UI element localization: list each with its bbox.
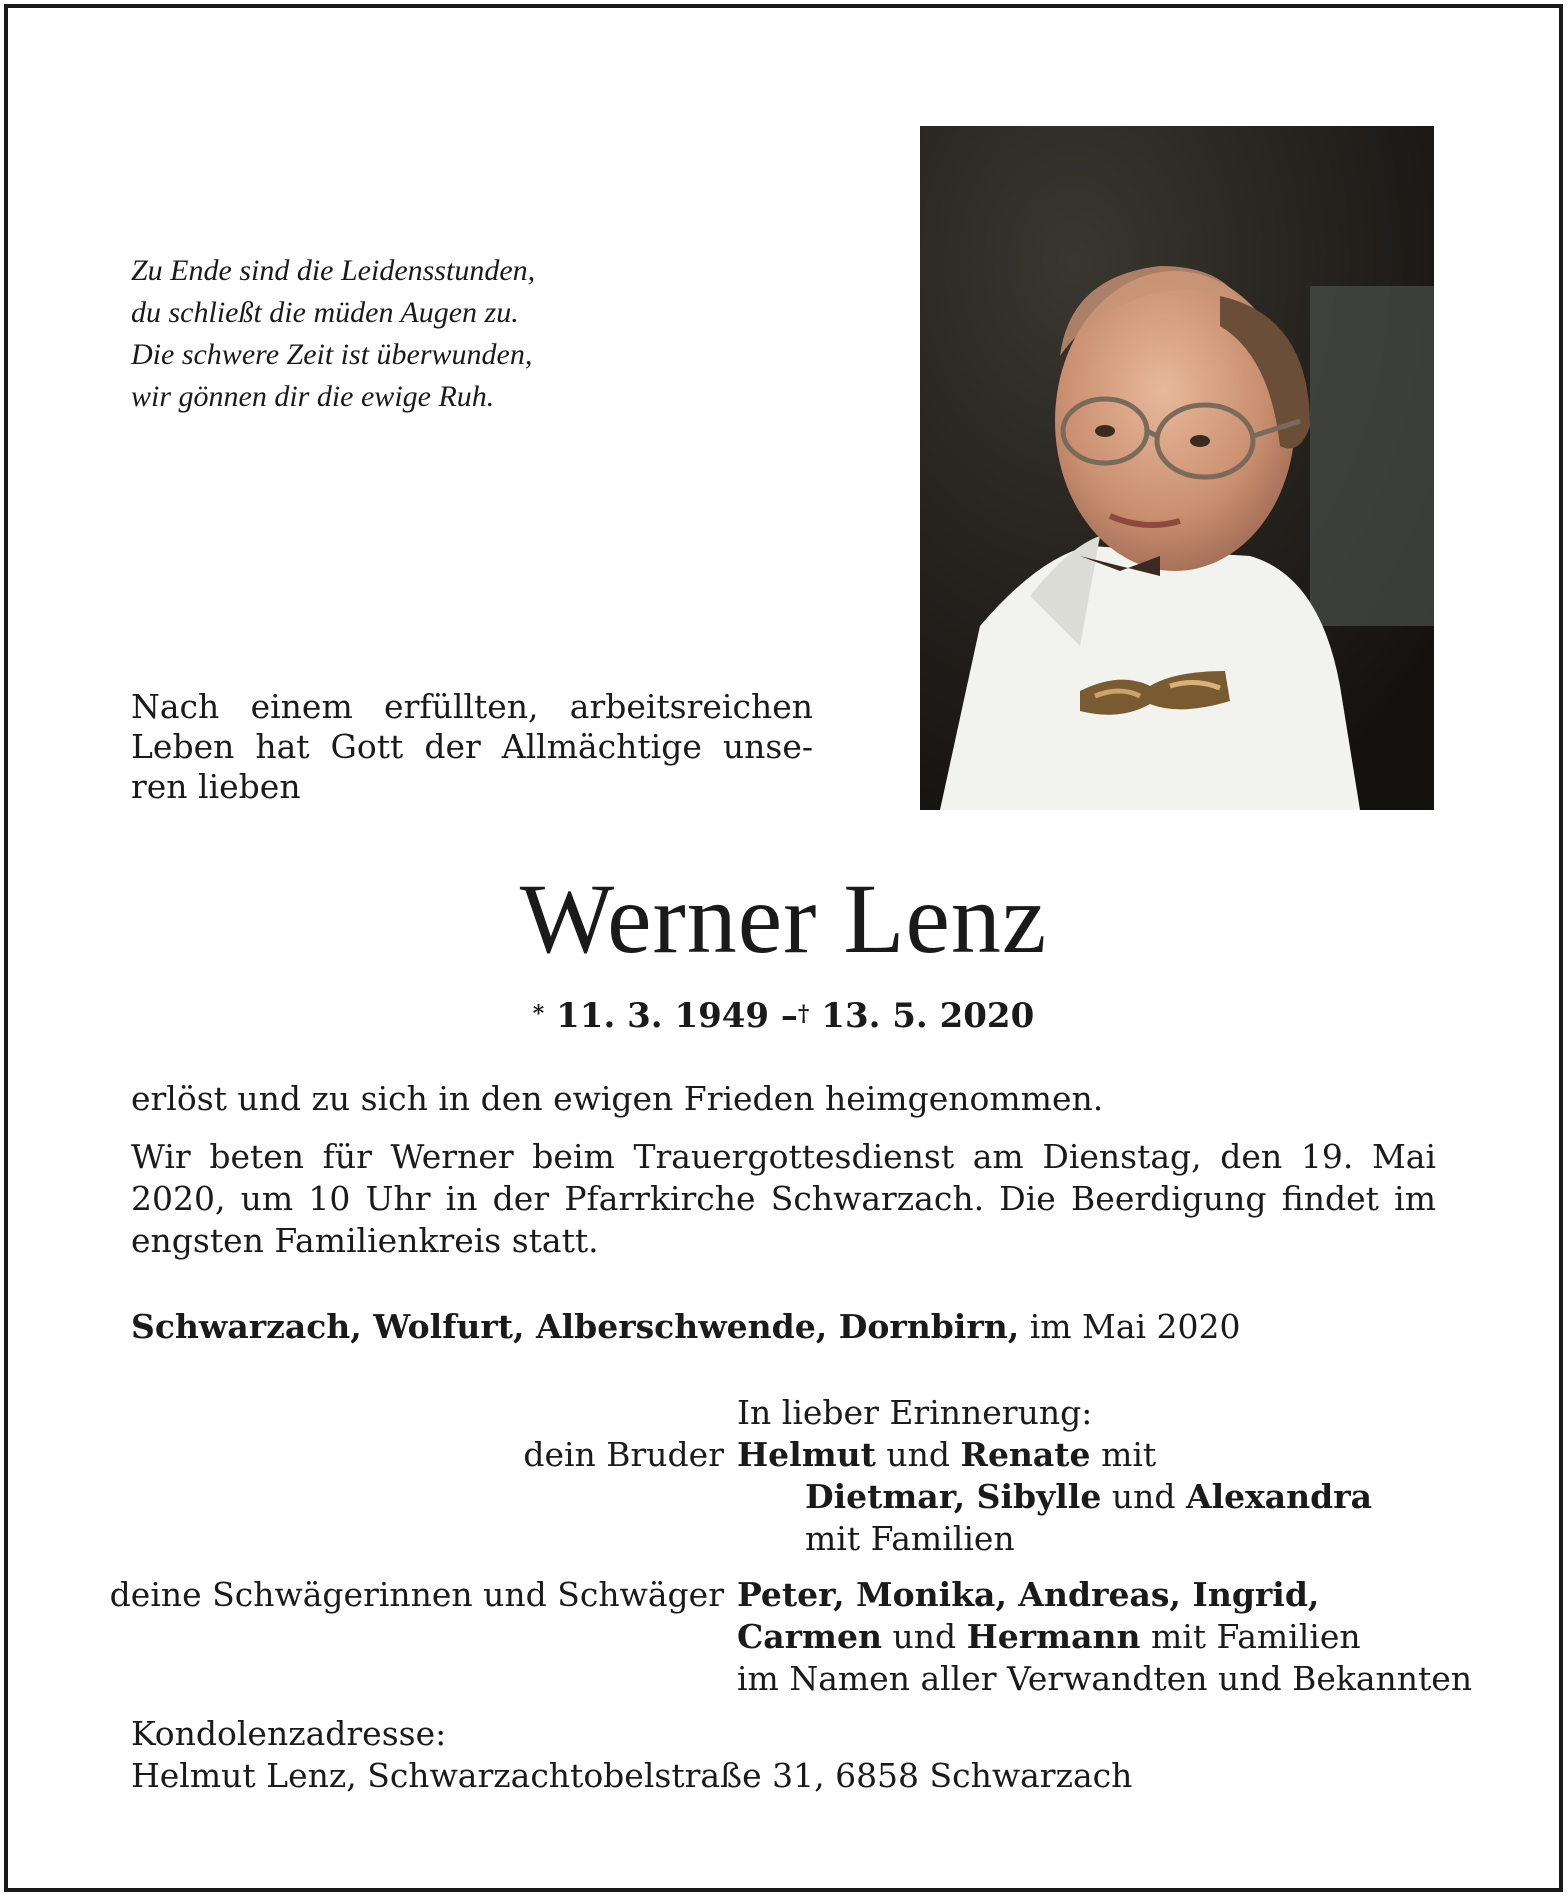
poem: [131, 250, 751, 418]
conjunction: mit Familien: [1150, 1617, 1361, 1656]
inlaws-label: deine Schwägerinnen und Schwäger: [109, 1575, 724, 1614]
conjunction: und: [1111, 1477, 1176, 1516]
deceased-name: Werner Lenz: [519, 863, 1048, 974]
service-text: [131, 1136, 1436, 1262]
birth-symbol: *: [532, 1001, 545, 1027]
condolence-block: [131, 1713, 1132, 1797]
portrait-image: [920, 126, 1434, 810]
released-text: erlöst und zu sich in den ewigen Frieden heimgenommen.: [131, 1079, 1104, 1118]
memory-title: In lieber Erinnerung:: [737, 1393, 1093, 1432]
poem-line: Zu Ende sind die Leidensstunden,: [131, 254, 536, 287]
mourner-name: Helmut: [737, 1435, 876, 1474]
death-symbol: †: [797, 1001, 810, 1027]
places-names: Schwarzach, Wolfurt, Alberschwende, Dornbirn,: [131, 1307, 1020, 1346]
places-line: [131, 1306, 1241, 1348]
death-date: 13. 5. 2020: [821, 996, 1035, 1036]
families-line: mit Familien: [805, 1519, 1015, 1558]
service-line: engsten Familienkreis statt.: [131, 1221, 599, 1260]
conjunction: und: [886, 1435, 951, 1474]
service-line: 2020, um 10 Uhr in der Pfarrkirche Schwarzach. Die Beerdigung findet im: [131, 1179, 1436, 1218]
poem-line: wir gönnen dir die ewige Ruh.: [131, 380, 495, 413]
mourner-name: Peter, Monika, Andreas, Ingrid,: [737, 1575, 1320, 1614]
intro-text: [131, 687, 813, 807]
mourner-name: Carmen: [737, 1617, 882, 1656]
mourner-name: Dietmar, Sibylle: [805, 1477, 1102, 1516]
nephews-line: [805, 1476, 1372, 1518]
mourner-name: Renate: [960, 1435, 1091, 1474]
relatives-line: im Namen aller Verwandten und Bekannten: [737, 1659, 1473, 1698]
poem-line: du schließt die müden Augen zu.: [131, 296, 519, 329]
service-line: Wir beten für Werner beim Trauergottesdienst am Dienstag, den 19. Mai: [131, 1137, 1436, 1176]
mourner-name: Alexandra: [1185, 1477, 1373, 1516]
brother-label: dein Bruder: [523, 1435, 724, 1474]
brother-line: [737, 1434, 1156, 1476]
poem-line: Die schwere Zeit ist überwunden,: [131, 338, 533, 371]
life-dates: [0, 996, 1567, 1036]
condolence-label: Kondolenzadresse:: [131, 1714, 447, 1753]
birth-date: 11. 3. 1949: [556, 996, 770, 1036]
intro-line: Leben hat Gott der Allmächtige unse-: [131, 727, 813, 766]
condolence-address: Helmut Lenz, Schwarzachtobelstraße 31, 6858 Schwarzach: [131, 1756, 1133, 1795]
intro-line: ren lieben: [131, 767, 301, 806]
mourner-name: Hermann: [966, 1617, 1141, 1656]
conjunction: mit: [1101, 1435, 1157, 1474]
inlaws-line: [737, 1574, 1319, 1616]
date-separator: –: [780, 996, 798, 1036]
places-date: im Mai 2020: [1029, 1307, 1241, 1346]
inlaws-line: [737, 1616, 1361, 1658]
portrait-photo: [920, 126, 1434, 810]
conjunction: und: [892, 1617, 957, 1656]
intro-line: Nach einem erfüllten, arbeitsreichen: [131, 687, 813, 726]
